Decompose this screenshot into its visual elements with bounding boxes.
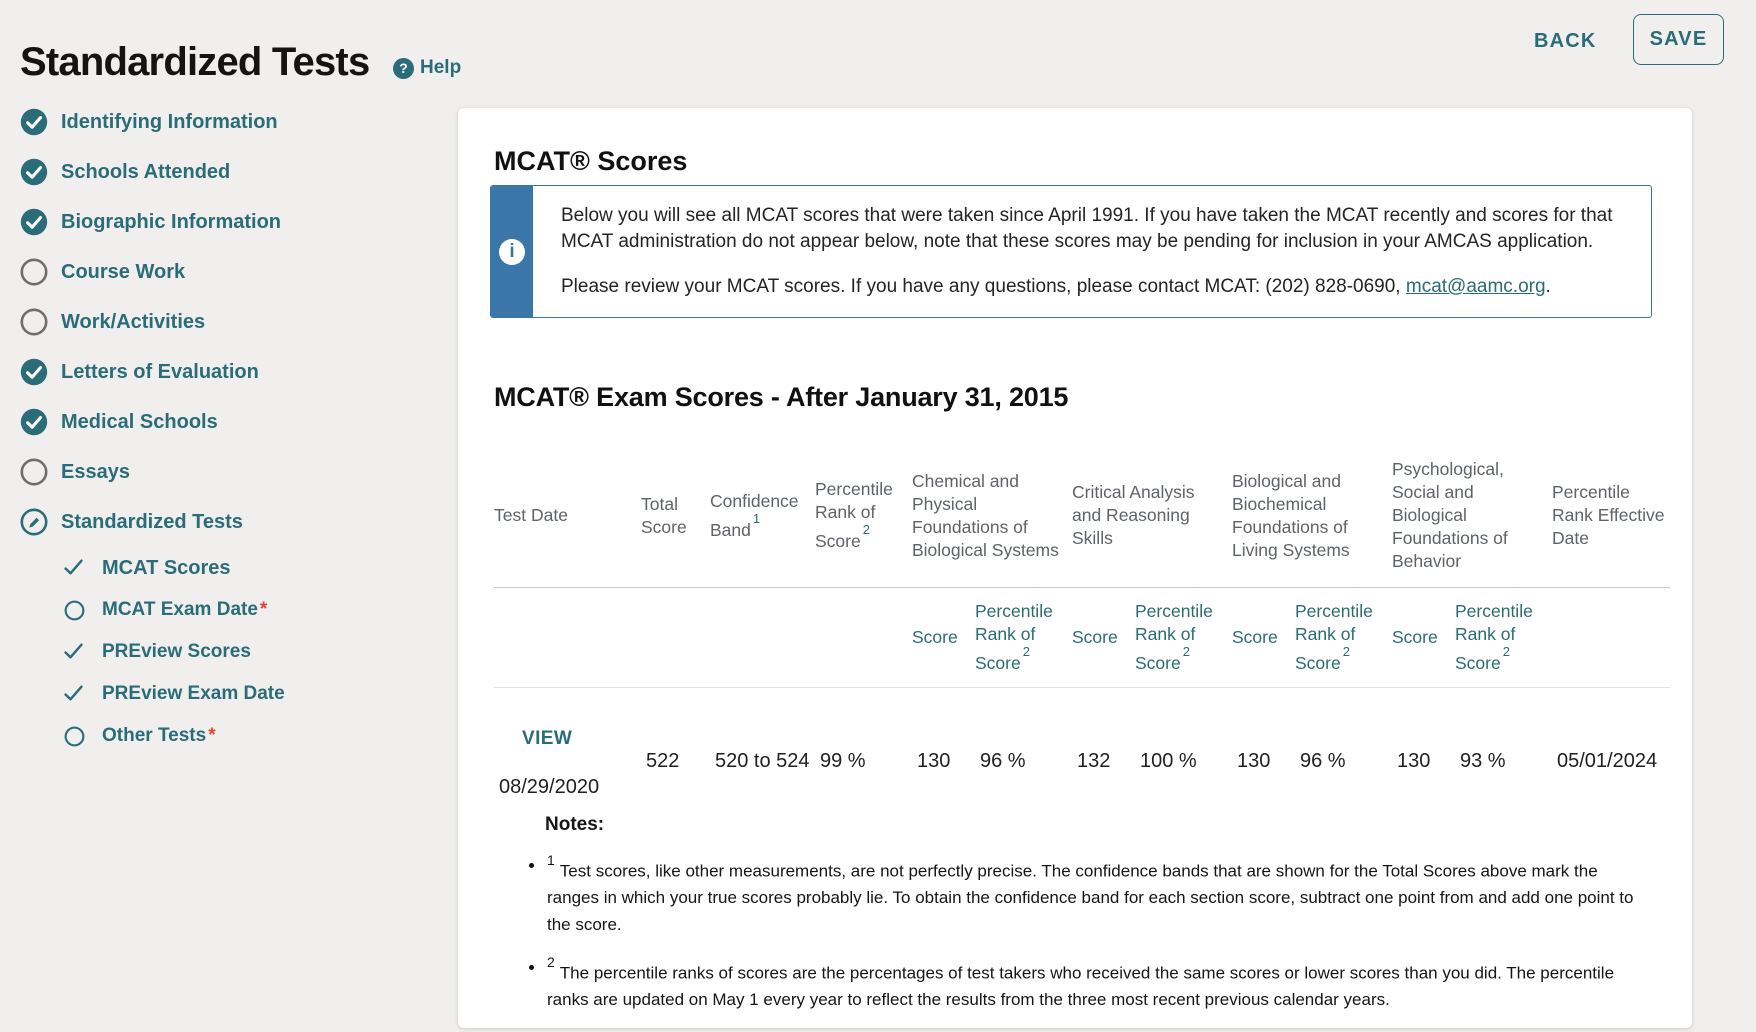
subheader-chem-percentile: Percentile Rank of Score$^2$ [975,601,1053,673]
sidebar-item-standardized-tests[interactable] [20,497,450,547]
sidebar-subitem-label: PREview Scores [102,641,251,662]
help-button[interactable] [393,57,461,79]
total-percentile-value: 99 % [820,750,866,773]
sidebar-item-label: Letters of Evaluation [61,360,259,383]
view-score-link[interactable]: VIEW [522,727,573,749]
sidebar-item-work-activities[interactable] [20,297,450,347]
in-progress-pencil-circle-icon [20,508,48,536]
sidebar-item-course-work[interactable] [20,247,450,297]
page-title: Standardized Tests [20,40,370,84]
bio-percentile-value: 96 % [1300,750,1346,773]
sidebar-item-essays[interactable] [20,447,450,497]
subheader-bio-score: Score [1232,626,1278,647]
subheader-cars-score: Score [1072,626,1118,647]
column-header-psych-soc-section: Psychological, Social and Biological Foundations of Behavior [1392,459,1508,571]
sidebar-item-biographic-information[interactable] [20,197,450,247]
psych-percentile-value: 93 % [1460,750,1506,773]
footnote-2-reference[interactable]: 2 [1182,644,1190,659]
footnote-2-reference[interactable]: 2 [1502,644,1510,659]
sidebar-item-label: Work/Activities [61,310,206,333]
info-alert-band [491,186,533,317]
subheader-psych-score: Score [1392,626,1438,647]
sidebar-subitem-label: MCAT Exam Date * [102,599,268,620]
footnote-2-reference[interactable]: 2 [1342,644,1350,659]
help-label: Help [420,57,462,78]
help-question-icon: ? [393,58,414,79]
footnote-2-reference[interactable]: 2 [1022,644,1030,659]
complete-check-circle-icon [20,408,48,436]
complete-check-circle-icon [20,158,48,186]
mcat-scores-card [458,108,1692,1028]
complete-check-circle-icon [20,358,48,386]
info-alert [490,185,1652,318]
subheader-psych-percentile: Percentile Rank of Score$^2$ [1455,601,1533,673]
complete-check-circle-icon [20,108,48,136]
sidebar-subitem-label: Other Tests * [102,725,216,746]
note-item-2: $^2$The percentile ranks of scores are the percentages of test takers who received the same scores or lower scores than you did. The percentile ranks are updated on May 1 every year to reflect the results from the three most recent previous calendar years. [545,954,1653,1014]
subheader-bio-percentile: Percentile Rank of Score$^2$ [1295,601,1373,673]
test-date-value: 08/29/2020 [499,775,600,798]
subheader-chem-score: Score [912,626,958,647]
save-button[interactable]: SAVE [1633,14,1724,65]
bio-score-value: 130 [1237,750,1271,773]
mcat-email-link[interactable]: mcat@aamc.org [1405,276,1546,297]
notes-list [545,852,1653,1014]
sidebar-item-label: Course Work [61,260,186,283]
sidebar-item-label: Biographic Information [61,210,281,233]
back-button[interactable]: BACK [1528,26,1603,56]
check-icon [62,640,86,664]
check-icon [62,682,86,706]
sidebar-subitem-preview-exam-date[interactable] [20,673,450,715]
subheader-cars-percentile: Percentile Rank of Score$^2$ [1135,601,1213,673]
mcat-exam-scores-table [494,458,1670,837]
info-icon: i [499,239,525,265]
sidebar-item-label: Identifying Information [61,110,278,133]
sidebar-subitem-other-tests[interactable] [20,715,450,757]
sidebar-item-schools-attended[interactable] [20,147,450,197]
footnote-2-marker: 2 [547,954,555,971]
exam-scores-section-title: MCAT® Exam Scores - After January 31, 2015 [494,382,1069,412]
confidence-band-value: 520 to 524 [715,750,810,773]
column-header-effective-date: Percentile Rank Effective Date [1552,482,1665,548]
required-asterisk: * [259,599,268,620]
column-header-bio-biochem-section: Biological and Biochemical Foundations of Living Systems [1232,470,1350,560]
sidebar-subitem-label: PREview Exam Date [102,683,285,704]
complete-check-circle-icon [20,208,48,236]
info-alert-content [533,186,1651,317]
check-icon [62,556,86,580]
sidebar-item-identifying-information[interactable] [20,97,450,147]
psych-score-value: 130 [1397,750,1431,773]
sidebar-item-label: Medical Schools [61,410,218,433]
sidebar-item-label: Schools Attended [61,160,231,183]
info-paragraph-1: Below you will see all MCAT scores that were taken since April 1991. If you have taken the MCAT recently and scores for that MCAT administration do not appear below, note that these scores may be pending for inclusion in your AMCAS application. [561,205,1613,252]
incomplete-circle-icon [62,724,86,748]
table-header-row-primary [494,458,1670,588]
column-header-cars-section: Critical Analysis and Reasoning Skills [1072,482,1195,548]
footnote-2-reference[interactable]: 2 [862,522,870,538]
effective-date-value: 05/01/2024 [1557,750,1658,773]
cars-percentile-value: 100 % [1140,750,1197,773]
chem-percentile-value: 96 % [980,750,1026,773]
sidebar-subitem-label: MCAT Scores [102,556,231,579]
incomplete-circle-icon [20,458,48,486]
info-paragraph-2: Please review your MCAT scores. If you have any questions, please contact MCAT: (202) 828-0690, mcat@aamc.org. [561,276,1551,297]
column-header-chem-phys-section: Chemical and Physical Foundations of Biological Systems [912,470,1059,560]
column-header-total-score: Total Score [641,493,687,537]
notes-section [545,814,1653,1030]
incomplete-circle-icon [20,308,48,336]
score-row-test-date-cell [494,694,636,829]
chem-score-value: 130 [917,750,951,773]
sidebar-item-medical-schools[interactable] [20,397,450,447]
column-header-confidence-band: Confidence Band$^1$ [710,490,799,540]
note-item-1: $^1$Test scores, like other measurements, are not perfectly precise. The confidence bands that are shown for the Total Scores above mark the ranges in which your true scores probably lie. To obtain the confidence band for each section score, subtract one point from and add one point to the score. [545,852,1653,938]
footnote-1-marker: 1 [547,852,555,868]
incomplete-circle-icon [62,598,86,622]
total-score-value: 522 [646,750,680,773]
footnote-1-reference[interactable]: 1 [752,510,761,526]
required-asterisk: * [208,725,216,746]
sidebar-item-label: Standardized Tests [61,510,243,533]
sidebar-item-letters-of-evaluation[interactable] [20,347,450,397]
card-title: MCAT® Scores [494,146,688,176]
cars-score-value: 132 [1077,750,1111,773]
incomplete-circle-icon [20,258,48,286]
sidebar-subitem-mcat-exam-date[interactable] [20,589,450,631]
column-header-percentile-rank: Percentile Rank of Score$^2$ [815,479,893,551]
sidebar-subitem-preview-scores[interactable] [20,631,450,673]
sidebar-subitem-mcat-scores[interactable] [20,547,450,589]
notes-title: Notes: [545,814,605,835]
sidebar-item-label: Essays [61,460,130,483]
column-header-test-date: Test Date [494,505,568,525]
table-header-row-secondary [494,588,1670,688]
application-sections-sidebar [20,97,450,757]
